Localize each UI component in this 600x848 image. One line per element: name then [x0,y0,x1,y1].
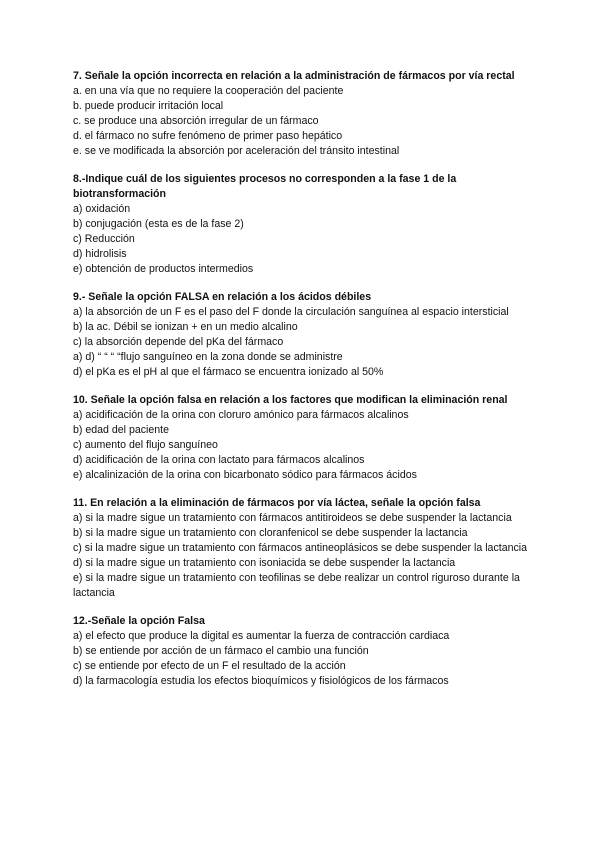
option: d) acidificación de la orina con lactato para fármacos alcalinos [73,454,365,466]
option: a) d) “ “ “ “flujo sanguíneo en la zona donde se administre [73,351,343,363]
option-list [73,305,540,380]
question-12 [73,614,540,689]
question-11 [73,496,540,601]
question-title: 7. Señale la opción incorrecta en relación a la administración de fármacos por vía rectal [73,70,515,82]
option: b. puede producir irritación local [73,100,224,112]
option: d) el pKa es el pH al que el fármaco se encuentra ionizado al 50% [73,366,384,378]
option: d. el fármaco no sufre fenómeno de primer paso hepático [73,130,343,142]
option: a) el efecto que produce la digital es aumentar la fuerza de contracción cardiaca [73,630,450,642]
option: a) oxidación [73,203,131,215]
option-list [73,202,540,277]
question-8 [73,172,540,277]
option: b) la ac. Débil se ionizan + en un medio alcalino [73,321,298,333]
question-title: 10. Señale la opción falsa en relación a los factores que modifican la eliminación renal [73,394,508,406]
option: b) se entiende por acción de un fármaco el cambio una función [73,645,369,657]
option-list [73,84,540,159]
option: d) si la madre sigue un tratamiento con isoniacida se debe suspender la lactancia [73,557,456,569]
option: c) la absorción depende del pKa del fármaco [73,336,284,348]
option: b) si la madre sigue un tratamiento con cloranfenicol se debe suspender la lactancia [73,527,468,539]
option: e) obtención de productos intermedios [73,263,254,275]
option: c. se produce una absorción irregular de un fármaco [73,115,319,127]
option-list [73,408,540,483]
question-7 [73,69,540,159]
option: c) si la madre sigue un tratamiento con fármacos antineoplásicos se debe suspender la lactancia [73,542,528,554]
option: a) la absorción de un F es el paso del F donde la circulación sanguínea al espacio intersticial [73,306,509,318]
option: e) si la madre sigue un tratamiento con teofilinas se debe realizar un control riguroso durante la lactancia [73,572,520,599]
option: e. se ve modificada la absorción por aceleración del tránsito intestinal [73,145,400,157]
question-title: 9.- Señale la opción FALSA en relación a los ácidos débiles [73,291,372,303]
option: c) aumento del flujo sanguíneo [73,439,218,451]
option: a) si la madre sigue un tratamiento con fármacos antitiroideos se debe suspender la lactancia [73,512,512,524]
option: a) acidificación de la orina con cloruro amónico para fármacos alcalinos [73,409,409,421]
option-list [73,511,540,601]
question-10 [73,393,540,483]
option: c) Reducción [73,233,135,245]
question-title: 12.-Señale la opción Falsa [73,615,205,627]
option: c) se entiende por efecto de un F el resultado de la acción [73,660,346,672]
question-9 [73,290,540,380]
option: e) alcalinización de la orina con bicarbonato sódico para fármacos ácidos [73,469,417,481]
question-title: 8.-Indique cuál de los siguientes procesos no corresponden a la fase 1 de la biotransformación [73,173,457,200]
option-list [73,629,540,689]
option: b) edad del paciente [73,424,170,436]
option: b) conjugación (esta es de la fase 2) [73,218,244,230]
option: a. en una vía que no requiere la cooperación del paciente [73,85,344,97]
question-title: 11. En relación a la eliminación de fármacos por vía láctea, señale la opción falsa [73,497,481,509]
option: d) la farmacología estudia los efectos bioquímicos y fisiológicos de los fármacos [73,675,449,687]
option: d) hidrolisis [73,248,127,260]
